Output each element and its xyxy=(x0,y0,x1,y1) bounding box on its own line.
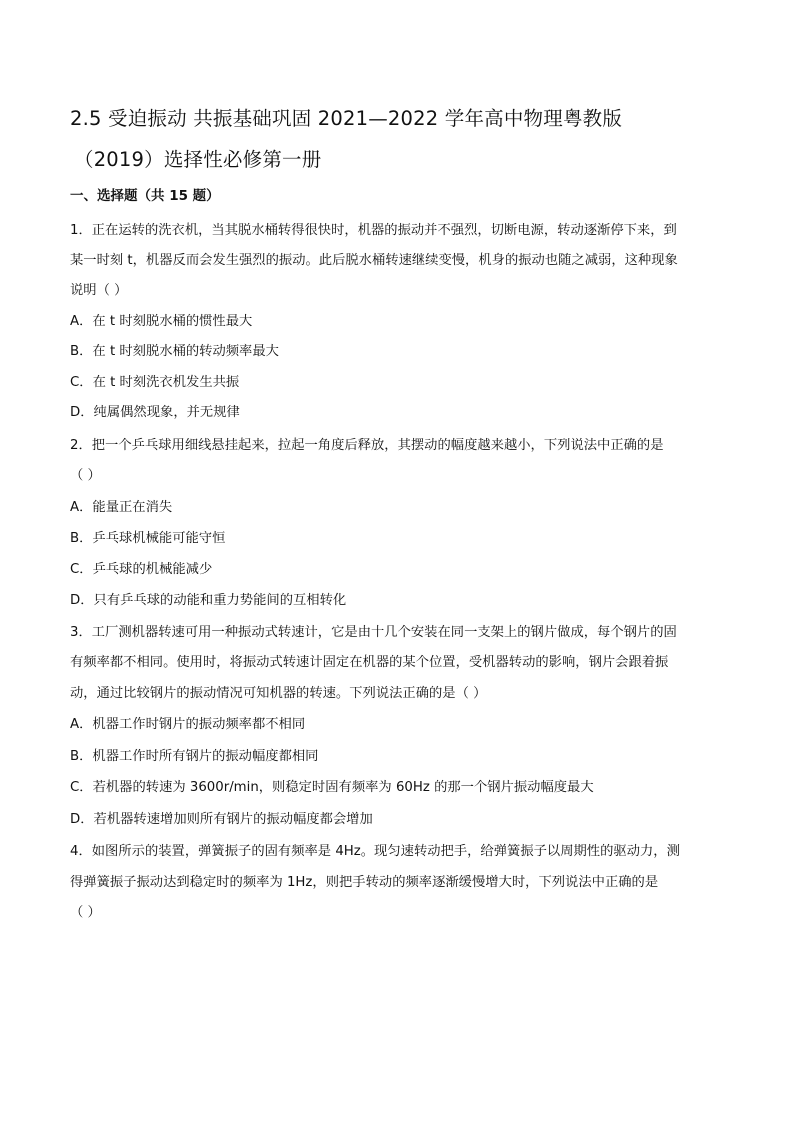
question-1-option-d: D．纯属偶然现象，并无规律 xyxy=(70,405,240,420)
question-3-option-b: B．机器工作时所有钢片的振动幅度都相同 xyxy=(70,749,319,764)
question-1-option-a: A．在 t 时刻脱水桶的惯性最大 xyxy=(70,314,253,329)
question-4-line-1: 4．如图所示的装置，弹簧振子的固有频率是 4Hz。现匀速转动把手，给弹簧振子以周期性的驱动力，测 xyxy=(70,844,680,859)
question-2-option-c: C．乒乓球的机械能减少 xyxy=(70,562,213,577)
question-3-option-c: C．若机器的转速为 3600r/min，则稳定时固有频率为 60Hz 的那一个钢片振动幅度最大 xyxy=(70,780,594,795)
question-1-line-2: 某一时刻 t，机器反而会发生强烈的振动。此后脱水桶转速继续变慢，机身的振动也随之减弱，这种现象 xyxy=(70,253,678,268)
question-3-line-2: 有频率都不相同。使用时，将振动式转速计固定在机器的某个位置，受机器转动的影响，钢片会跟着振 xyxy=(70,655,669,670)
question-3-option-d: D．若机器转速增加则所有钢片的振动幅度都会增加 xyxy=(70,812,373,827)
question-2-option-d: D．只有乒乓球的动能和重力势能间的互相转化 xyxy=(70,593,347,608)
question-1-line-1: 1．正在运转的洗衣机，当其脱水桶转得很快时，机器的振动并不强烈，切断电源，转动逐渐停下来，到 xyxy=(70,223,677,238)
question-3-line-1: 3．工厂测机器转速可用一种振动式转速计，它是由十几个安装在同一支架上的钢片做成，每个钢片的固 xyxy=(70,625,677,640)
section-heading: 一、选择题（共 15 题） xyxy=(70,188,220,204)
document-title-line-2: （2019）选择性必修第一册 xyxy=(74,148,322,171)
document-title-line-1: 2.5 受迫振动 共振基础巩固 2021—2022 学年高中物理粤教版 xyxy=(70,107,623,130)
question-1-option-b: B．在 t 时刻脱水桶的转动频率最大 xyxy=(70,344,279,359)
question-4-line-3: （ ） xyxy=(70,905,101,920)
question-2-option-a: A．能量正在消失 xyxy=(70,500,173,515)
question-1-option-c: C．在 t 时刻洗衣机发生共振 xyxy=(70,375,240,390)
question-4-line-2: 得弹簧振子振动达到稳定时的频率为 1Hz，则把手转动的频率逐渐缓慢增大时，下列说法中正确的是 xyxy=(70,875,659,890)
question-2-line-1: 2．把一个乒乓球用细线悬挂起来，拉起一角度后释放，其摆动的幅度越来越小，下列说法中正确的是 xyxy=(70,438,664,453)
question-3-line-3: 动，通过比较钢片的振动情况可知机器的转速。下列说法正确的是（ ） xyxy=(70,686,487,701)
question-2-line-2: （ ） xyxy=(70,468,101,483)
question-1-line-3: 说明（ ） xyxy=(70,283,128,298)
question-2-option-b: B．乒乓球机械能可能守恒 xyxy=(70,531,226,546)
question-3-option-a: A．机器工作时钢片的振动频率都不相同 xyxy=(70,717,306,732)
